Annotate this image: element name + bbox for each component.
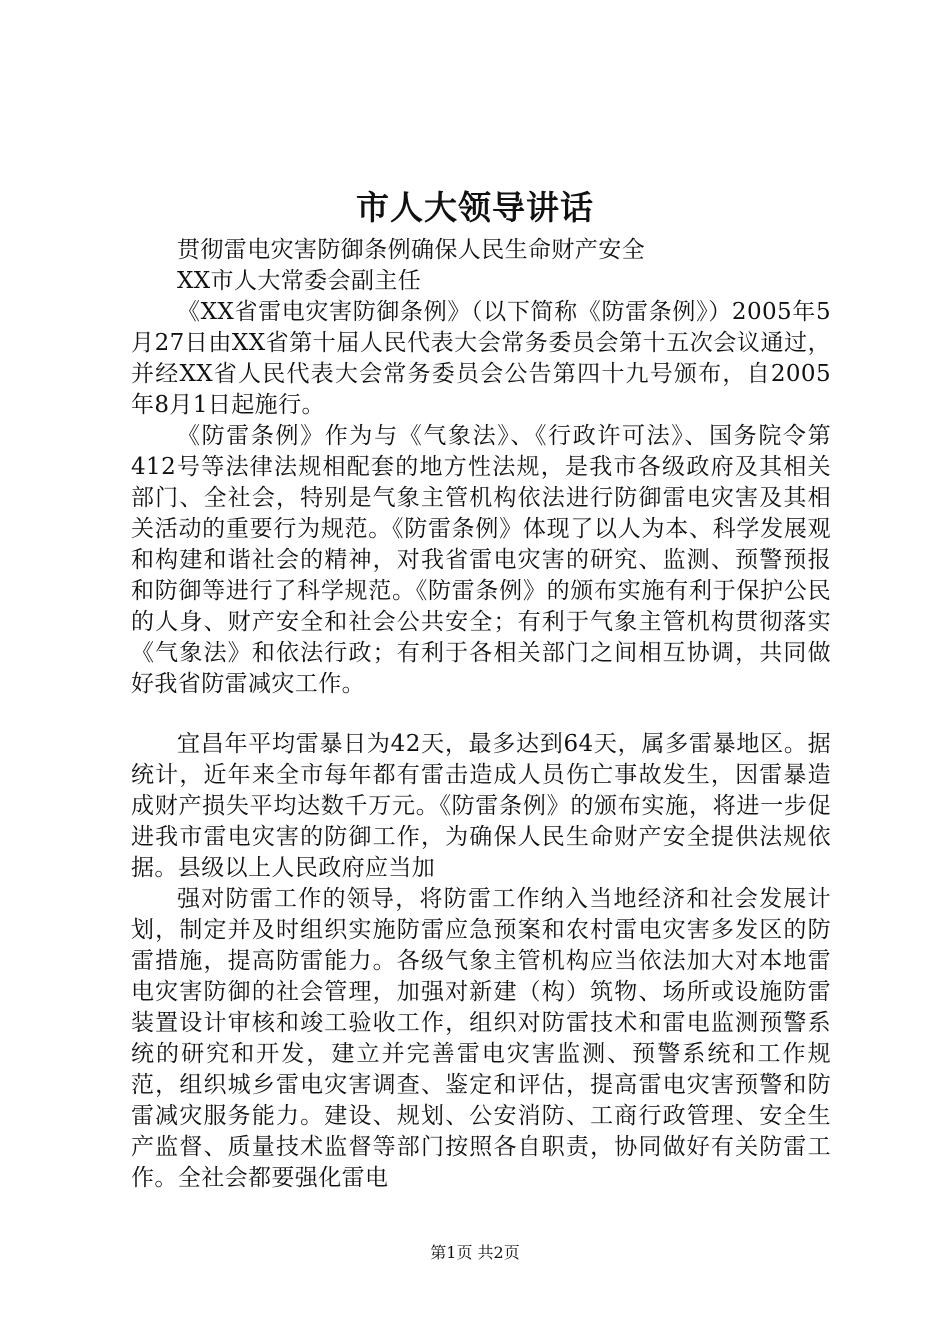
document-body xyxy=(131,235,831,1194)
paragraph-gap xyxy=(131,700,831,729)
author-line: XX市人大常委会副主任 xyxy=(177,268,422,294)
document-title: 市人大领导讲话 xyxy=(356,188,594,227)
document-subtitle: 贯彻雷电灾害防御条例确保人民生命财产安全 xyxy=(177,237,645,263)
paragraph-1: 《XX省雷电灾害防御条例》（以下简称《防雷条例》）2005年5月27日由XX省第十届人民代表大会常务委员会第十五次会议通过，并经XX省人民代表大会常务委员会公告第四十九号颁布，自2005年8月1日起施行。 xyxy=(131,299,831,418)
paragraph-3: 宜昌年平均雷暴日为42天，最多达到64天，属多雷暴地区。据统计，近年来全市每年都有雷击造成人员伤亡事故发生，因雷暴造成财产损失平均达数千万元。《防雷条例》的颁布实施，将进一步促进我市雷电灾害的防御工作，为确保人民生命财产安全提供法规依据。县级以上人民政府应当加 xyxy=(131,731,831,881)
paragraph-2: 《防雷条例》作为与《气象法》、《行政许可法》、国务院令第412号等法律法规相配套的地方性法规，是我市各级政府及其相关部门、全社会，特别是气象主管机构依法进行防御雷电灾害及其相关活动的重要行为规范。《防雷条例》体现了以人为本、科学发展观和构建和谐社会的精神，对我省雷电灾害的研究、监测、预警预报和防御等进行了科学规范。《防雷条例》的颁布实施有利于保护公民的人身、财产安全和社会公共安全；有利于气象主管机构贯彻落实《气象法》和依法行政；有利于各相关部门之间相互协调，共同做好我省防雷减灾工作。 xyxy=(131,423,831,697)
paragraph-4: 强对防雷工作的领导，将防雷工作纳入当地经济和社会发展计划，制定并及时组织实施防雷应急预案和农村雷电灾害多发区的防雷措施，提高防雷能力。各级气象主管机构应当依法加大对本地雷电灾害防御的社会管理，加强对新建（构）筑物、场所或设施防雷装置设计审核和竣工验收工作，组织对防雷技术和雷电监测预警系统的研究和开发，建立并完善雷电灾害监测、预警系统和工作规范，组织城乡雷电灾害调查、鉴定和评估，提高雷电灾害预警和防雷减灾服务能力。建设、规划、公安消防、工商行政管理、安全生产监督、质量技术监督等部门按照各自职责，协同做好有关防雷工作。全社会都要强化雷电 xyxy=(131,886,831,1191)
page-footer: 第1页 共2页 xyxy=(430,1243,520,1262)
